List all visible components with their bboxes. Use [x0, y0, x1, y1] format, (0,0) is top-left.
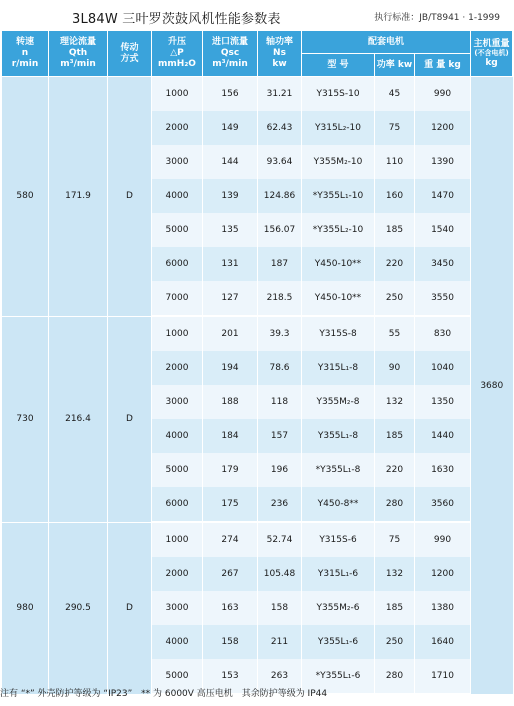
pressure-cell: 5000 — [152, 659, 203, 694]
motor-model-cell: Y355L₁-8 — [302, 419, 375, 453]
flow-cell: 171.9 — [49, 77, 108, 317]
pressure-cell: 3000 — [152, 385, 203, 419]
table-header — [2, 31, 513, 77]
motor-model-cell: *Y355L₁-10 — [302, 179, 375, 213]
drive-cell: D — [108, 77, 152, 317]
shaft-power-cell: 124.86 — [258, 179, 302, 213]
motor-weight-cell: 1630 — [415, 453, 471, 487]
motor-model-cell: Y355M₂-10 — [302, 145, 375, 179]
motor-model-cell: *Y355L₁-8 — [302, 453, 375, 487]
inlet-flow-cell: 188 — [203, 385, 258, 419]
speed-cell: 580 — [2, 77, 49, 317]
motor-power-cell: 280 — [375, 487, 415, 522]
header-inlet-flow: 进口流量 Qsc m³/min — [203, 31, 258, 77]
header-drive: 传动 方式 — [108, 31, 152, 77]
motor-weight-cell: 990 — [415, 77, 471, 112]
shaft-power-cell: 158 — [258, 591, 302, 625]
pressure-cell: 4000 — [152, 179, 203, 213]
shaft-power-cell: 31.21 — [258, 77, 302, 112]
inlet-flow-cell: 158 — [203, 625, 258, 659]
pressure-cell: 3000 — [152, 591, 203, 625]
motor-model-cell: Y315L₁-8 — [302, 351, 375, 385]
motor-weight-cell: 3450 — [415, 247, 471, 281]
motor-power-cell: 90 — [375, 351, 415, 385]
pressure-cell: 4000 — [152, 419, 203, 453]
inlet-flow-cell: 144 — [203, 145, 258, 179]
motor-weight-cell: 1470 — [415, 179, 471, 213]
shaft-power-cell: 118 — [258, 385, 302, 419]
pressure-cell: 3000 — [152, 145, 203, 179]
drive-cell: D — [108, 522, 152, 694]
motor-power-cell: 132 — [375, 557, 415, 591]
inlet-flow-cell: 135 — [203, 213, 258, 247]
shaft-power-cell: 263 — [258, 659, 302, 694]
title-row — [0, 0, 514, 30]
motor-power-cell: 250 — [375, 625, 415, 659]
motor-power-cell: 160 — [375, 179, 415, 213]
pressure-cell: 5000 — [152, 453, 203, 487]
motor-model-cell: Y315S-8 — [302, 316, 375, 351]
pressure-cell: 7000 — [152, 281, 203, 316]
pressure-cell: 1000 — [152, 77, 203, 112]
motor-power-cell: 75 — [375, 522, 415, 557]
shaft-power-cell: 236 — [258, 487, 302, 522]
motor-model-cell: Y315S-10 — [302, 77, 375, 112]
table-body — [2, 77, 513, 695]
table-row — [2, 316, 513, 351]
inlet-flow-cell: 153 — [203, 659, 258, 694]
header-shaft-power: 轴功率 Ns kw — [258, 31, 302, 77]
drive-cell: D — [108, 316, 152, 522]
standard-label: 执行标准：JB/T8941 · 1-1999 — [374, 13, 500, 23]
motor-model-cell: Y450-8** — [302, 487, 375, 522]
motor-model-cell: Y450-10** — [302, 281, 375, 316]
shaft-power-cell: 156.07 — [258, 213, 302, 247]
inlet-flow-cell: 179 — [203, 453, 258, 487]
motor-power-cell: 220 — [375, 453, 415, 487]
shaft-power-cell: 211 — [258, 625, 302, 659]
inlet-flow-cell: 267 — [203, 557, 258, 591]
motor-power-cell: 185 — [375, 591, 415, 625]
inlet-flow-cell: 156 — [203, 77, 258, 112]
motor-weight-cell: 1440 — [415, 419, 471, 453]
pressure-cell: 6000 — [152, 247, 203, 281]
pressure-cell: 2000 — [152, 111, 203, 145]
motor-power-cell: 110 — [375, 145, 415, 179]
motor-model-cell: Y355M₂-8 — [302, 385, 375, 419]
inlet-flow-cell: 139 — [203, 179, 258, 213]
pressure-cell: 1000 — [152, 316, 203, 351]
motor-weight-cell: 3550 — [415, 281, 471, 316]
motor-power-cell: 75 — [375, 111, 415, 145]
motor-weight-cell: 3560 — [415, 487, 471, 522]
inlet-flow-cell: 149 — [203, 111, 258, 145]
motor-power-cell: 185 — [375, 419, 415, 453]
motor-model-cell: Y450-10** — [302, 247, 375, 281]
motor-weight-cell: 1380 — [415, 591, 471, 625]
shaft-power-cell: 62.43 — [258, 111, 302, 145]
header-speed: 转速 n r/min — [2, 31, 49, 77]
motor-model-cell: Y315L₂-10 — [302, 111, 375, 145]
header-motor: 配套电机 — [302, 31, 471, 54]
performance-table — [1, 30, 513, 695]
header-motor-weight: 重 量 kg — [415, 54, 471, 77]
table-title: 3L84W 三叶罗茨鼓风机性能参数表 — [72, 12, 281, 27]
shaft-power-cell: 187 — [258, 247, 302, 281]
inlet-flow-cell: 274 — [203, 522, 258, 557]
motor-power-cell: 185 — [375, 213, 415, 247]
header-model: 型 号 — [302, 54, 375, 77]
inlet-flow-cell: 163 — [203, 591, 258, 625]
inlet-flow-cell: 131 — [203, 247, 258, 281]
motor-power-cell: 220 — [375, 247, 415, 281]
shaft-power-cell: 196 — [258, 453, 302, 487]
motor-model-cell: *Y355L₁-6 — [302, 659, 375, 694]
header-main-weight: 主机重量 (不含电机) kg — [471, 31, 513, 77]
motor-weight-cell: 830 — [415, 316, 471, 351]
motor-weight-cell: 1350 — [415, 385, 471, 419]
table-row — [2, 522, 513, 557]
motor-power-cell: 45 — [375, 77, 415, 112]
table-row — [2, 77, 513, 112]
shaft-power-cell: 39.3 — [258, 316, 302, 351]
inlet-flow-cell: 175 — [203, 487, 258, 522]
motor-weight-cell: 1040 — [415, 351, 471, 385]
motor-model-cell: Y355L₁-6 — [302, 625, 375, 659]
shaft-power-cell: 218.5 — [258, 281, 302, 316]
motor-model-cell: Y315L₁-6 — [302, 557, 375, 591]
speed-cell: 730 — [2, 316, 49, 522]
pressure-cell: 4000 — [152, 625, 203, 659]
footnote — [0, 686, 514, 699]
motor-weight-cell: 1640 — [415, 625, 471, 659]
motor-weight-cell: 990 — [415, 522, 471, 557]
inlet-flow-cell: 127 — [203, 281, 258, 316]
speed-cell: 980 — [2, 522, 49, 694]
main-weight-cell: 3680 — [471, 77, 513, 695]
shaft-power-cell: 157 — [258, 419, 302, 453]
motor-weight-cell: 1540 — [415, 213, 471, 247]
inlet-flow-cell: 201 — [203, 316, 258, 351]
header-flow: 理论流量 Qth m³/min — [49, 31, 108, 77]
footnote-ip44: 其余防护等级为 IP44 — [241, 689, 328, 699]
inlet-flow-cell: 194 — [203, 351, 258, 385]
inlet-flow-cell: 184 — [203, 419, 258, 453]
pressure-cell: 2000 — [152, 351, 203, 385]
shaft-power-cell: 78.6 — [258, 351, 302, 385]
flow-cell: 216.4 — [49, 316, 108, 522]
shaft-power-cell: 105.48 — [258, 557, 302, 591]
motor-weight-cell: 1710 — [415, 659, 471, 694]
header-motor-power: 功率 kw — [375, 54, 415, 77]
motor-model-cell: Y355M₂-6 — [302, 591, 375, 625]
motor-model-cell: Y315S-6 — [302, 522, 375, 557]
motor-power-cell: 250 — [375, 281, 415, 316]
pressure-cell: 2000 — [152, 557, 203, 591]
motor-weight-cell: 1390 — [415, 145, 471, 179]
shaft-power-cell: 93.64 — [258, 145, 302, 179]
motor-power-cell: 132 — [375, 385, 415, 419]
flow-cell: 290.5 — [49, 522, 108, 694]
pressure-cell: 1000 — [152, 522, 203, 557]
motor-weight-cell: 1200 — [415, 557, 471, 591]
header-pressure: 升压 △P mmH₂O — [152, 31, 203, 77]
footnote-high-voltage: ** 为 6000V 高压电机 — [141, 689, 233, 699]
motor-power-cell: 55 — [375, 316, 415, 351]
footnote-ip23: 注有 “*” 外壳防护等级为 “IP23” — [0, 689, 133, 699]
motor-model-cell: *Y355L₂-10 — [302, 213, 375, 247]
pressure-cell: 6000 — [152, 487, 203, 522]
motor-power-cell: 280 — [375, 659, 415, 694]
motor-weight-cell: 1200 — [415, 111, 471, 145]
pressure-cell: 5000 — [152, 213, 203, 247]
shaft-power-cell: 52.74 — [258, 522, 302, 557]
